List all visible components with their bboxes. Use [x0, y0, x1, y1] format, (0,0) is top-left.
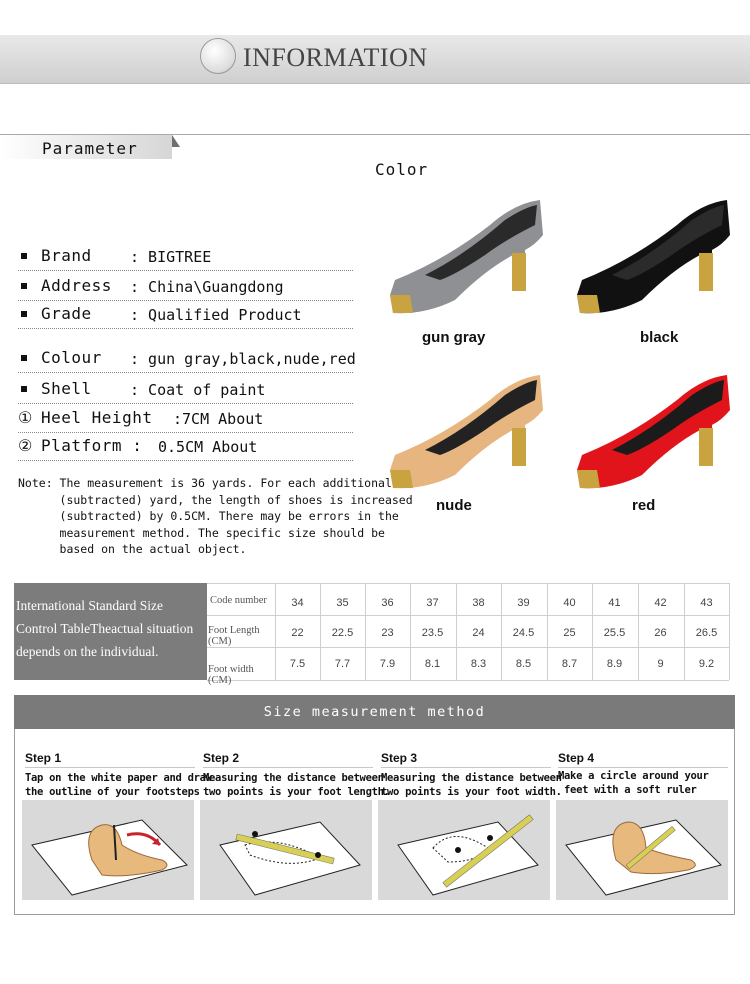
swatch-label: red — [632, 497, 656, 514]
param-row-platform — [18, 434, 353, 461]
swatch-label: nude — [436, 497, 472, 514]
table-cell: 23.5 — [421, 627, 444, 639]
table-cell: 38 — [472, 597, 485, 609]
step-1-description: Tap on the white paper and draw the outline of your footsteps — [25, 772, 212, 798]
circled-number-two: ② — [18, 436, 33, 455]
table-row-header: Foot Length (CM) — [208, 625, 260, 647]
table-cell: 42 — [654, 597, 667, 609]
step-divider — [25, 767, 195, 768]
table-cell: 24 — [472, 627, 485, 639]
param-value: : gun gray,black,nude,red — [130, 350, 356, 368]
size-table-label-line: International Standard Size — [16, 598, 163, 613]
size-table-label-line: depends on the individual. — [16, 644, 159, 659]
param-label: Platform : — [41, 436, 143, 455]
swatch-label: gun gray — [422, 329, 486, 346]
table-gridline — [207, 615, 729, 616]
table-cell: 34 — [291, 597, 304, 609]
param-label: Grade — [41, 304, 112, 323]
step-3-description: Measuring the distance between two points is your foot width. — [381, 772, 562, 798]
table-cell: 8.5 — [515, 658, 532, 670]
shoe-red-image — [572, 370, 732, 490]
table-row-header: Foot width (CM) — [208, 664, 254, 686]
param-value: : Qualified Product — [130, 306, 302, 324]
table-cell: 26.5 — [695, 627, 718, 639]
step-3-title: Step 3 — [381, 751, 418, 765]
table-gridline — [729, 583, 730, 680]
bullet-icon — [21, 253, 27, 259]
param-value: : China\Guangdong — [130, 278, 284, 296]
measurement-note: Note: The measurement is 36 yards. For each additional (subtracted) yard, the length of shoes is increased (subtracted) by 0.5CM. There may be errors in the measurement method. The specific size should be based on the actual object. — [18, 476, 413, 556]
step-2-image — [200, 800, 372, 900]
measurement-title: Size measurement method — [14, 695, 735, 729]
param-row-grade — [18, 302, 353, 329]
bullet-icon — [21, 386, 27, 392]
step-4-title: Step 4 — [558, 751, 595, 765]
param-row-shell — [18, 377, 353, 404]
table-cell: 24.5 — [512, 627, 535, 639]
table-cell: 7.5 — [289, 658, 306, 670]
shoe-black-image — [572, 195, 732, 315]
table-cell: 7.7 — [334, 658, 351, 670]
param-label: Shell — [41, 379, 112, 398]
shoe-nude-image — [385, 370, 545, 490]
table-cell: 35 — [336, 597, 349, 609]
step-1-image — [22, 800, 194, 900]
param-value: :7CM About — [173, 410, 264, 428]
param-row-heel-height — [18, 406, 353, 433]
table-row-header: Code number — [210, 595, 267, 606]
step-4-image — [556, 800, 728, 900]
param-label: Brand — [41, 246, 112, 265]
table-cell: 8.7 — [561, 658, 578, 670]
table-cell: 9 — [657, 658, 664, 670]
size-table-label — [14, 583, 207, 680]
table-cell: 9.2 — [698, 658, 715, 670]
param-value: 0.5CM About — [158, 438, 258, 456]
table-cell: 22 — [291, 627, 304, 639]
param-row-address — [18, 274, 353, 301]
step-2-description: Measuring the distance between two points is your foot length. — [203, 772, 390, 798]
header-circle-icon — [200, 38, 236, 74]
param-label: Colour — [41, 348, 112, 367]
table-cell: 37 — [426, 597, 439, 609]
color-title: Color — [375, 160, 429, 179]
table-gridline — [207, 680, 729, 681]
circled-number-one: ① — [18, 408, 33, 427]
table-cell: 41 — [608, 597, 621, 609]
step-3-image — [378, 800, 550, 900]
table-cell: 43 — [700, 597, 713, 609]
param-label: Heel Height — [41, 408, 153, 427]
bullet-icon — [21, 311, 27, 317]
page-title: INFORMATION — [243, 43, 428, 72]
step-divider — [381, 767, 551, 768]
shoe-gun-gray-image — [385, 195, 545, 315]
table-cell: 7.9 — [379, 658, 396, 670]
step-divider — [558, 767, 728, 768]
step-1-title: Step 1 — [25, 751, 62, 765]
param-value: : Coat of paint — [130, 381, 266, 399]
table-gridline — [207, 647, 729, 648]
parameter-tab-label: Parameter — [42, 139, 138, 158]
table-cell: 22.5 — [331, 627, 354, 639]
bullet-icon — [21, 283, 27, 289]
table-cell: 8.1 — [424, 658, 441, 670]
table-cell: 25 — [563, 627, 576, 639]
step-2-title: Step 2 — [203, 751, 240, 765]
table-cell: 36 — [381, 597, 394, 609]
param-row-colour — [18, 346, 356, 373]
table-gridline — [207, 583, 729, 584]
table-cell: 8.9 — [606, 658, 623, 670]
bullet-icon — [21, 355, 27, 361]
table-cell: 8.3 — [470, 658, 487, 670]
table-cell: 40 — [563, 597, 576, 609]
size-table-label-line: Control TableTheactual situation — [16, 621, 194, 636]
swatch-label: black — [640, 329, 679, 346]
table-cell: 39 — [517, 597, 530, 609]
table-cell: 26 — [654, 627, 667, 639]
table-cell: 23 — [381, 627, 394, 639]
table-cell: 25.5 — [603, 627, 626, 639]
param-label: Address — [41, 276, 112, 295]
step-4-description: Make a circle around your feet with a soft ruler — [558, 770, 709, 796]
step-divider — [203, 767, 373, 768]
param-value: : BIGTREE — [130, 248, 212, 266]
param-row-brand — [18, 244, 353, 271]
parameter-tab-corner — [172, 135, 180, 147]
